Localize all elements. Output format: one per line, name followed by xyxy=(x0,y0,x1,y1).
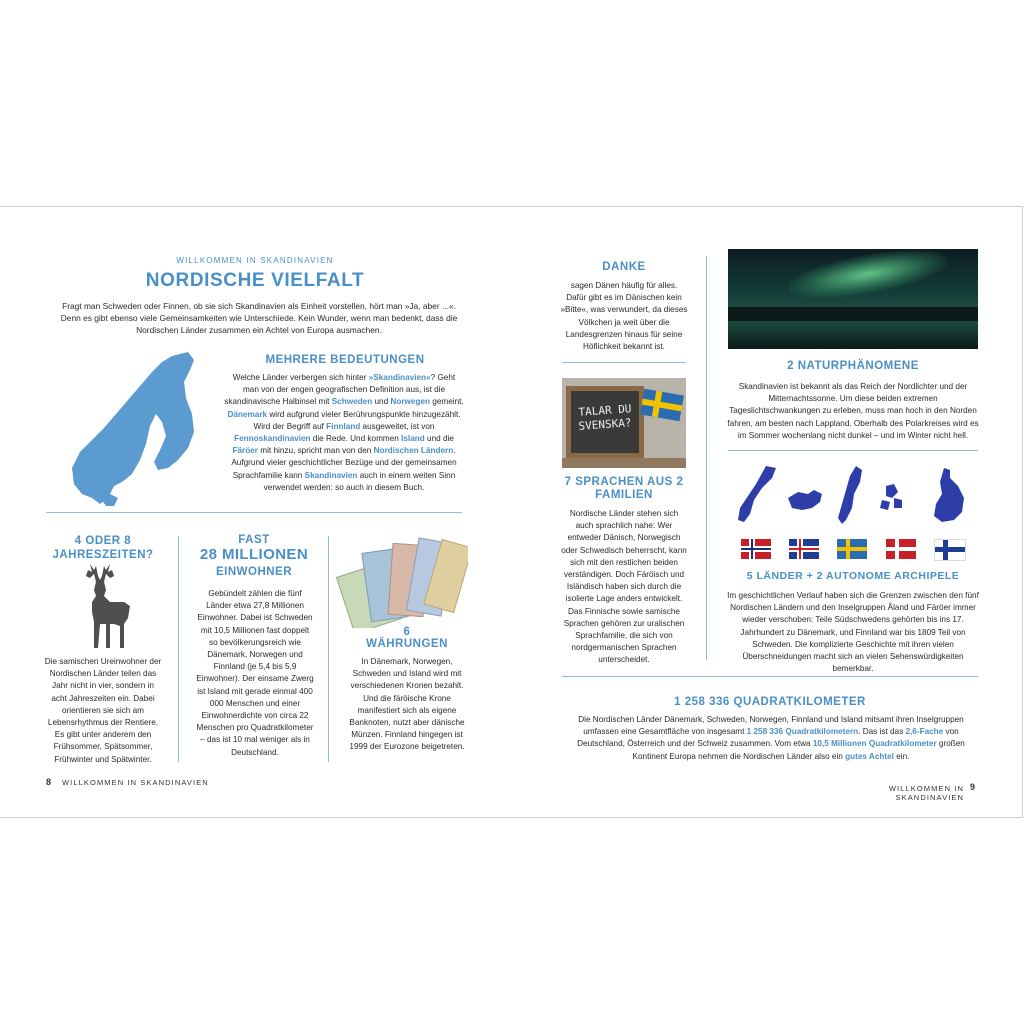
denmark-flag-icon xyxy=(886,539,916,559)
phenomena-text: Skandinavien ist bekannt als das Reich der Nordlichter und der Mitternachtssonne. Um diese beiden extremen Tageslichtschwankungen zu erleben, muss man hoch in den Norden fahren, am besten nach Lappland. Oberhalb des Polarkreises wird es im Sommer wochenlang nicht dunkel – und im Winter nicht hell. xyxy=(727,382,979,440)
sweden-flag-icon xyxy=(837,539,867,559)
languages-heading: 7 SPRACHEN AUS 2 FAMILIEN xyxy=(564,476,684,501)
divider xyxy=(562,362,686,363)
reindeer-icon xyxy=(66,562,136,650)
sweden-silhouette-icon xyxy=(838,466,862,524)
norway-silhouette-icon xyxy=(738,466,776,522)
denmark-silhouette-icon xyxy=(880,484,902,510)
column-divider xyxy=(178,536,179,762)
country-silhouette-icons xyxy=(736,464,976,528)
thanks-heading: DANKE xyxy=(602,261,646,273)
divider xyxy=(728,450,978,451)
column-divider xyxy=(328,536,329,762)
seasons-heading: 4 ODER 8 JAHRESZEITEN? xyxy=(52,535,154,561)
talar-du-svenska-photo xyxy=(562,378,686,468)
countries-heading: 5 LÄNDER + 2 AUTONOME ARCHIPELE xyxy=(746,570,960,582)
meanings-text: Welche Länder verbergen sich hinter »Skandinavien«? Geht man von der engen geografischen Definition aus, ist die skandinavische Halbinsel mit Schweden und Norwegen gemeint. Dänemark wird aufgrund vieler Berührungspunkte hinzugezählt. Wird der Begriff auf Finnland ausgeweitet, ist von Fennoskandinavien die Rede. Und kommen Island und die Färöer mit hinzu, spricht man von den Nordischen Ländern. Aufgrund vieler geschichtlicher Bezüge und der gemeinsamen Sprachfamilie kann Skandinavien auch in einem weiten Sinn verwendet werden: so auch in diesem Buch. xyxy=(224,373,464,492)
languages-text: Nordische Länder stehen sich auch sprachlich nahe: Wer entweder Dänisch, Norwegisch oder Schwedisch beherrscht, kann sich mit den restlichen beiden verständigen. Doch Färöisch und Isländisch haben sich durch die isolierte Lage anders entwickelt. Das Finnische sowie samische Sprachen gehören zur uralischen Sprachfamilie, die sich von nordgermanischen Sprachen unterscheidet. xyxy=(561,509,687,665)
population-text: Gebündelt zählen die fünf Länder etwa 27,8 Millionen Einwohner. Dabei ist Schweden mit 10,5 Millionen fast doppelt so bevölkerungsreich wie Dänemark, Norwegen und Finnland (je 5,4 bis 5,9 Einwohner). Der einsame Zwerg ist Island mit gerade einmal 400 000 Menschen und einer Einwohnerdichte von circa 22 Menschen pro Quadratkilometer – das ist 10 mal weniger als in Deutschland. xyxy=(196,589,314,757)
population-figure: 28 MILLIONEN xyxy=(199,546,309,563)
seasons-text: Die samischen Ureinwohner der Nordischen Länder teilen das Jahr nicht in vier, sondern in acht Jahreszeiten ein. Dabei orientieren sie sich am Lebensrhythmus der Rentiere. Es gibt unter anderem den Frühsommer, Spätsommer, Frühwinter und Spätwinter. xyxy=(44,657,162,764)
norway-flag-icon xyxy=(741,539,771,559)
finland-flag-icon xyxy=(934,539,966,561)
northern-lights-photo xyxy=(728,249,978,349)
swedish-flag-icon xyxy=(640,389,684,422)
chalk-text-line1: TALAR DU xyxy=(578,402,632,419)
divider xyxy=(46,512,462,513)
population-pre: FAST xyxy=(238,534,270,546)
currencies-heading-number: 6 xyxy=(403,626,411,638)
footer-left: WILLKOMMEN IN SKANDINAVIEN xyxy=(62,778,209,787)
footer-right: WILLKOMMEN IN SKANDINAVIEN xyxy=(888,784,964,802)
area-heading: 1 258 336 QUADRATKILOMETER xyxy=(674,696,866,708)
iceland-silhouette-icon xyxy=(788,490,822,510)
iceland-flag-icon xyxy=(789,539,819,559)
page-number-right: 9 xyxy=(970,782,976,792)
chalk-text-line2: SVENSKA? xyxy=(578,416,632,433)
phenomena-heading: 2 NATURPHÄNOMENE xyxy=(787,360,919,372)
kicker: WILLKOMMEN IN SKANDINAVIEN xyxy=(176,256,334,265)
currencies-text: In Dänemark, Norwegen, Schweden und Island wird mit verschiedenen Kronen bezahlt. Und die färöische Krone manifestiert sich als eigene Banknoten, nutzt aber dänische Münzen. Finnland hingegen ist 1999 der Eurozone beigetreten. xyxy=(349,657,465,752)
banknotes-photo xyxy=(336,534,468,628)
thanks-text: sagen Dänen häufig für alles. Dafür gibt es im Dänischen kein »Bitte«, was verwundert, da dieses Völkchen ja weit über die Landesgrenzen hinaus für seine Höflichkeit bekannt ist. xyxy=(560,281,688,352)
page-title: NORDISCHE VIELFALT xyxy=(145,270,365,291)
column-divider xyxy=(706,256,707,660)
area-text: Die Nordischen Länder Dänemark, Schweden, Norwegen, Finnland und Island mitsamt ihren Inselgruppen umfassen eine Gesamtfläche von insgesamt 1 258 336 Quadratkilometern. Das ist das 2,6-Fache von Deutschland, Österreich und der Schweiz zusammen. Vom etwa 10,5 Millionen Quadratkilometer großen Kontinent Europa nehmen die Nordischen Länder also ein gutes Achtel ein. xyxy=(577,715,965,761)
population-post: EINWOHNER xyxy=(215,566,293,578)
meanings-heading: MEHRERE BEDEUTUNGEN xyxy=(265,354,425,366)
scandinavia-map-icon xyxy=(62,348,202,508)
page-number-left: 8 xyxy=(46,777,52,787)
currencies-heading: WÄHRUNGEN xyxy=(366,638,448,650)
divider xyxy=(562,676,978,677)
countries-text: Im geschichtlichen Verlauf haben sich die Grenzen zwischen den fünf Nordischen Ländern und den Inselgruppen Åland und Färöer immer wieder verschoben: Teile Südschwedens gehörten bis ins 17. Jahrhundert zu Dänemark, und Finnland war bis 1809 Teil von Schweden. Die komplizierte Geschichte mit ihren vielen Überschneidungen macht sich an vielen Sehenswürdigkeiten bemerkbar. xyxy=(727,591,979,674)
intro-text: Fragt man Schweden oder Finnen, ob sie sich Skandinavien als Einheit vorstellen, hört man »Ja, aber ...«. Denn es gibt ebenso viele Gemeinsamkeiten wie Unterschiede. Kein Wunder, wenn man bedenkt, dass die Nordischen Länder zusammen ein Achtel von Europa ausmachen. xyxy=(60,301,458,336)
finland-silhouette-icon xyxy=(934,468,964,522)
